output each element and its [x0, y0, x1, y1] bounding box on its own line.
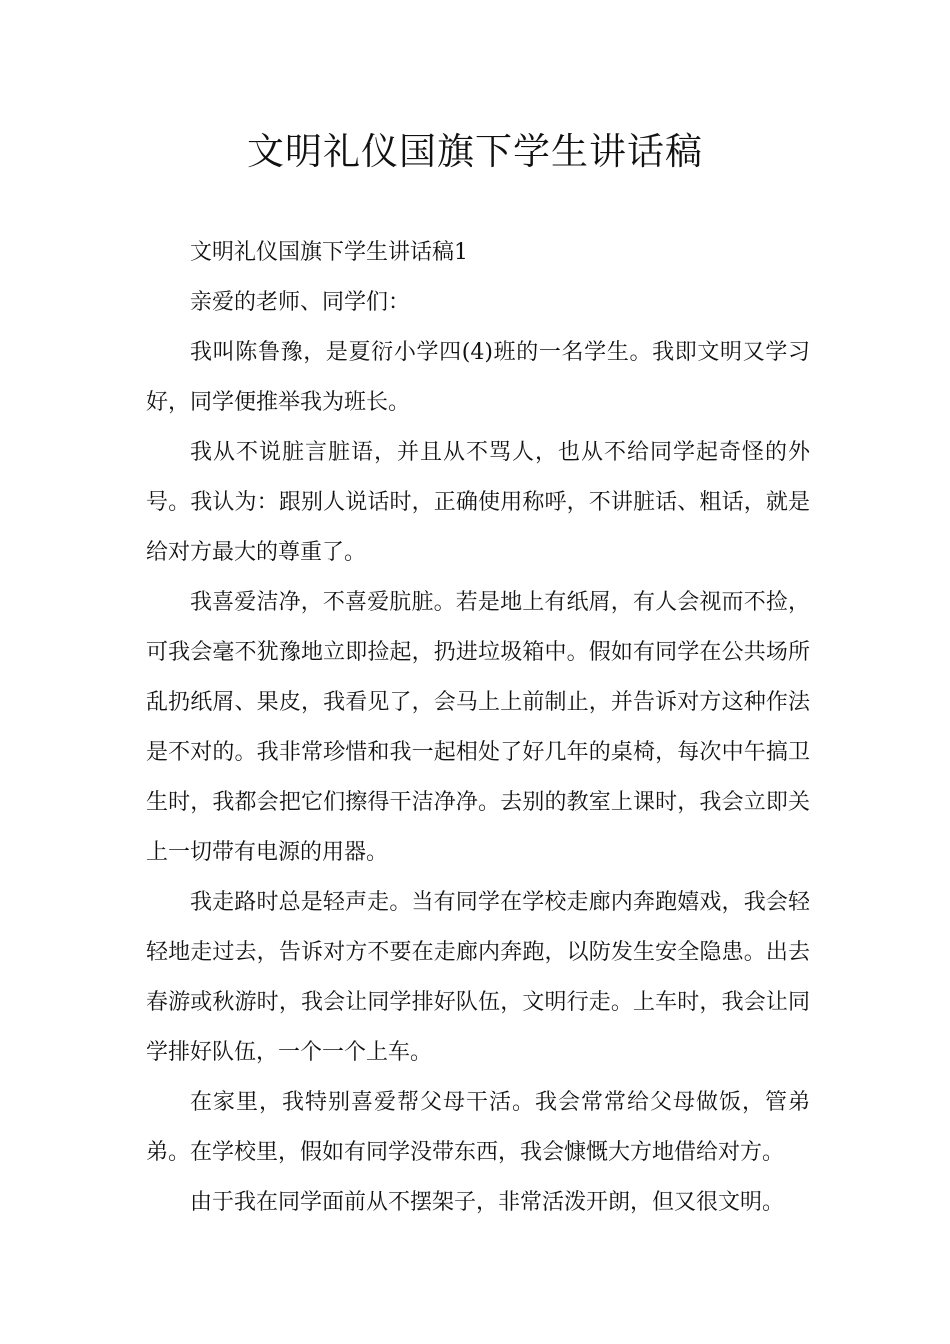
- paragraph-helping-others: 在家里，我特别喜爱帮父母干活。我会常常给父母做饭，管弟弟。在学校里，假如有同学没带东西，我会慷慨大方地借给对方。: [146, 1090, 810, 1165]
- paragraph-cleanliness: 我喜爱洁净，不喜爱肮脏。若是地上有纸屑，有人会视而不捡，可我会毫不犹豫地立即捡起，扔进垃圾箱中。假如有同学在公共场所乱扔纸屑、果皮，我看见了，会马上上前制止，并告诉对方这种作法是不对的。我非常珍惜和我一起相处了好几年的桌椅，每次中午搞卫生时，我都会把它们擦得干洁净净。去别的教室上课时，我会立即关上一切带有电源的用器。: [146, 590, 810, 865]
- paragraph-conclusion: 由于我在同学面前从不摆架子，非常活泼开朗，但又很文明。: [190, 1190, 785, 1215]
- paragraph-greeting: 亲爱的老师、同学们：: [190, 290, 411, 315]
- document-body: [146, 228, 810, 1228]
- document-title: 文明礼仪国旗下学生讲话稿: [247, 130, 703, 173]
- paragraph-polite-speech: 我从不说脏言脏语，并且从不骂人，也从不给同学起奇怪的外号。我认为：跟别人说话时，正确使用称呼，不讲脏话、粗话，就是给对方最大的尊重了。: [146, 440, 810, 565]
- paragraph-introduction: 我叫陈鲁豫，是夏衍小学四(4)班的一名学生。我即文明又学习好，同学便推举我为班长。: [146, 340, 810, 415]
- paragraph-subtitle: 文明礼仪国旗下学生讲话稿1: [190, 240, 468, 265]
- paragraph-walking-quietly: 我走路时总是轻声走。当有同学在学校走廊内奔跑嬉戏，我会轻轻地走过去，告诉对方不要在走廊内奔跑，以防发生安全隐患。出去春游或秋游时，我会让同学排好队伍，文明行走。上车时，我会让同学排好队伍，一个一个上车。: [146, 890, 810, 1065]
